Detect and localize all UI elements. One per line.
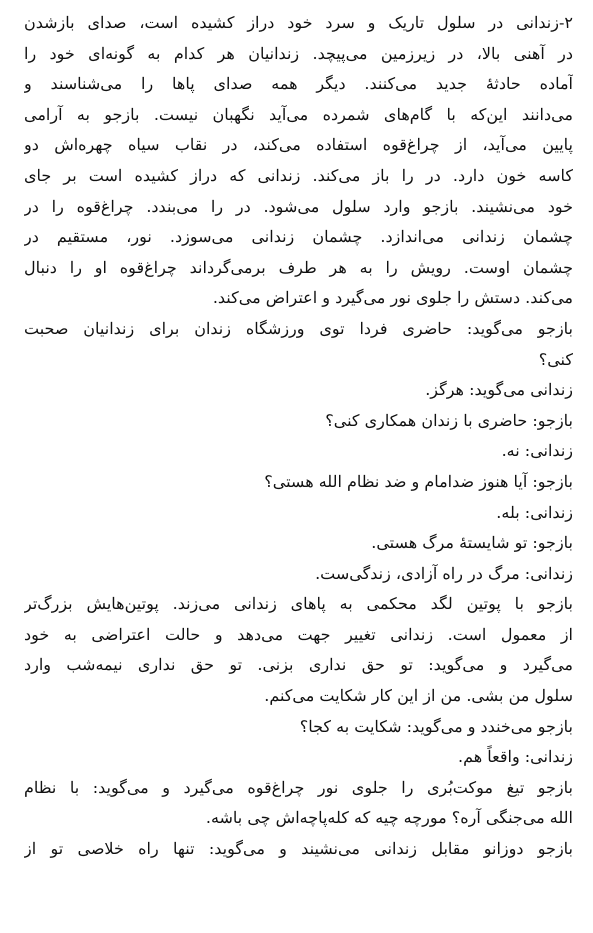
text-line: زندانی: واقعاً هم. xyxy=(458,747,573,767)
text-line: سلول من بشی. من از این کار شکایت می‌کنم. xyxy=(264,686,573,706)
text-line: پایین می‌آید، از چراغ‌قوه استفاده می‌کند، در نقاب سیاه چهره‌اش دو xyxy=(24,135,573,155)
text-line: بازجو تیغ موکت‌بُری را جلوی نور چراغ‌قوه می‌گیرد و می‌گوید: با نظام xyxy=(24,777,573,797)
text-line: کنی؟ xyxy=(538,349,573,369)
text-line: الله می‌جنگی آره؟ مورچه چیه که کله‌پاچه‌اش چی باشه. xyxy=(205,808,573,828)
text-line: چشمان اوست. رویش را به هر طرف برمی‌گرداند چراغ‌قوه او را دنبال xyxy=(24,257,573,277)
text-line: بازجو: حاضری با زندان همکاری کنی؟ xyxy=(325,410,573,430)
text-line: می‌دانند این‌که با گام‌های شمرده می‌آید نگهبان نیست. بازجو به آرامی xyxy=(24,104,573,124)
text-line: کاسه خون دارد. در را باز می‌کند. زندانی که دراز کشیده است بر جای xyxy=(24,165,573,185)
text-line: زندانی: مرگ در راه آزادی، زندگی‌ست. xyxy=(315,563,573,583)
text-line: در آهنی بالا، در زیرزمین می‌پیچد. زندانیان هر کدام به گونه‌ای خود را xyxy=(24,43,573,63)
text-line: بازجو با پوتین لگد محکمی به پاهای زندانی می‌زند. پوتین‌هایش بزرگ‌تر xyxy=(24,594,573,614)
text-line: خود می‌نشیند. بازجو وارد سلول می‌شود. در را می‌بندد. چراغ‌قوه را در xyxy=(24,196,573,216)
text-line: ۲-زندانی در سلول تاریک و سرد خود دراز کشیده است، صدای بازشدن xyxy=(24,13,573,32)
text-line: بازجو: آیا هنوز ضدامام و ضد نظام الله هستی؟ xyxy=(264,471,573,491)
text-line: بازجو دوزانو مقابل زندانی می‌نشیند و می‌گوید: تنها راه خلاصی تو از xyxy=(24,839,573,859)
text-line: آماده حادثهٔ جدید می‌کنند. دیگر همه صدای پاها را می‌شناسند و xyxy=(24,74,573,94)
text-line: بازجو می‌خندد و می‌گوید: شکایت به کجا؟ xyxy=(299,716,573,736)
text-line: زندانی می‌گوید: هرگز. xyxy=(425,380,573,400)
text-line: چشمان زندانی می‌اندازد. چشمان زندانی می‌سوزد. نور، مستقیم در xyxy=(24,227,573,247)
page-text xyxy=(24,8,573,865)
text-line: از معمول است. زندانی تغییر جهت می‌دهد و حالت اعتراضی به خود xyxy=(24,624,573,644)
text-line: بازجو می‌گوید: حاضری فردا توی ورزشگاه زندان برای زندانیان صحبت xyxy=(24,318,573,338)
text-line: می‌کند. دستش را جلوی نور می‌گیرد و اعتراض می‌کند. xyxy=(212,288,573,308)
text-line: می‌گیرد و می‌گوید: تو حق نداری بزنی. تو حق نداری نیمه‌شب وارد xyxy=(24,655,573,675)
text-line: زندانی: نه. xyxy=(501,441,573,461)
text-line: زندانی: بله. xyxy=(496,502,573,522)
text-line: بازجو: تو شایستهٔ مرگ هستی. xyxy=(371,533,573,553)
